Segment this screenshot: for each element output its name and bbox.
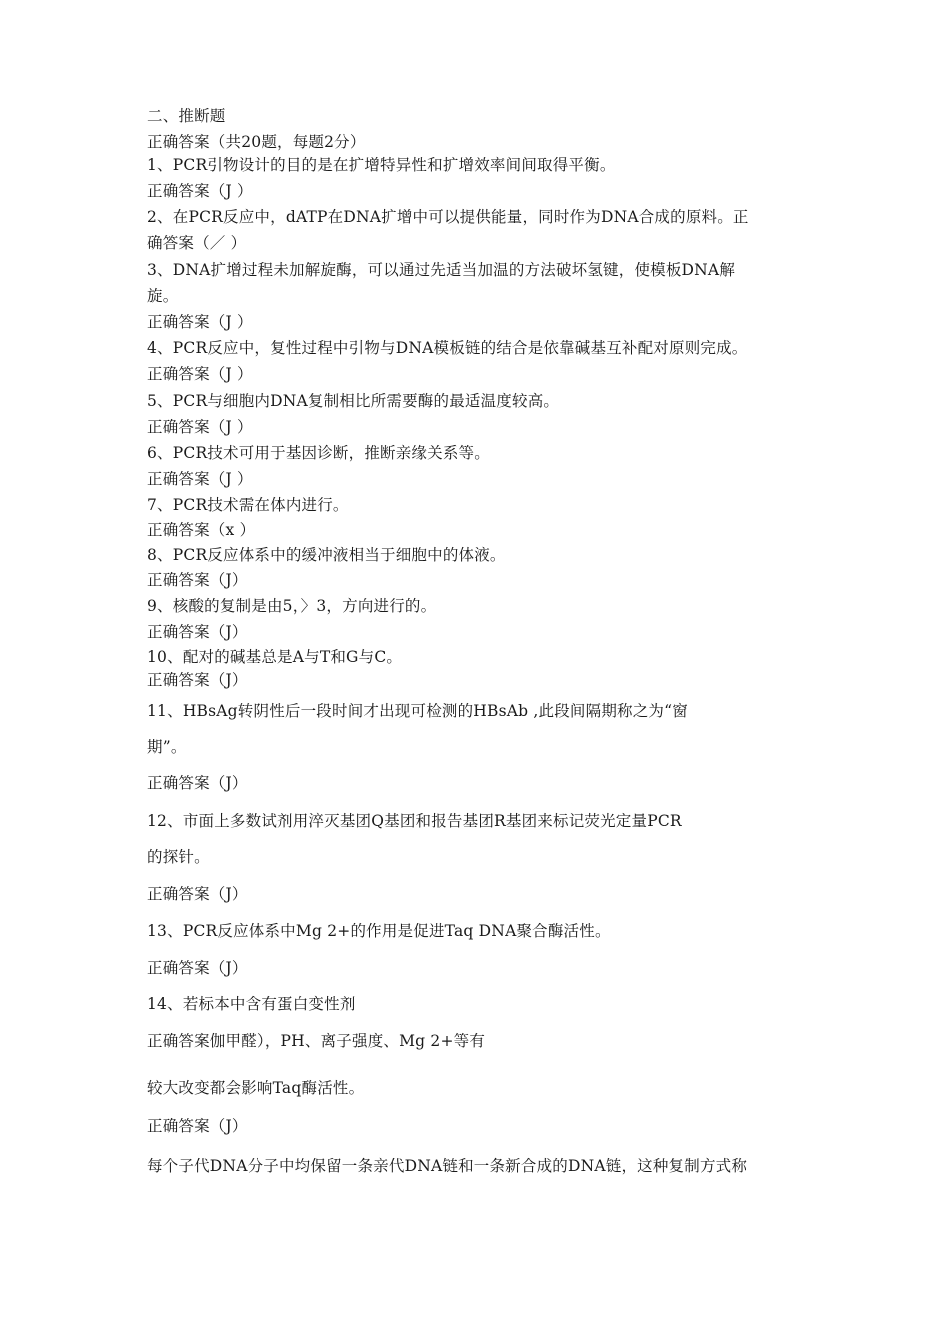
section-title: 二、推断题 [147, 107, 226, 125]
answer-7: 正确答案（x ） [147, 521, 256, 539]
question-14-cont: 正确答案伽甲醛），PH、离子强度、Mg 2+等有 [147, 1032, 486, 1050]
question-9: 9、核酸的复制是由5，〉3，方向进行的。 [147, 597, 437, 615]
question-14: 14、若标本中含有蛋白变性剂 [147, 995, 356, 1013]
answer-9: 正确答案（J） [147, 623, 248, 641]
answer-4: 正确答案（J ） [147, 365, 253, 383]
answer-3: 正确答案（J ） [147, 313, 253, 331]
answer-14: 正确答案（J） [147, 1117, 248, 1135]
question-2: 2、在PCR反应中，dATP在DNA扩增中可以提供能量，同时作为DNA合成的原料。正 [147, 208, 749, 226]
question-4: 4、PCR反应中，复性过程中引物与DNA模板链的结合是依靠碱基互补配对原则完成。 [147, 339, 748, 357]
answer-8: 正确答案（J） [147, 571, 248, 589]
question-7: 7、PCR技术需在体内进行。 [147, 496, 349, 514]
question-8: 8、PCR反应体系中的缓冲液相当于细胞中的体液。 [147, 546, 506, 564]
question-13: 13、PCR反应体系中Mg 2+的作用是促进Taq DNA聚合酶活性。 [147, 922, 611, 940]
answer-1: 正确答案（J ） [147, 182, 253, 200]
answer-12: 正确答案（J） [147, 885, 248, 903]
question-5: 5、PCR与细胞内DNA复制相比所需要酶的最适温度较高。 [147, 392, 560, 410]
question-1: 1、PCR引物设计的目的是在扩增特异性和扩增效率间间取得平衡。 [147, 156, 616, 174]
answer-5: 正确答案（J ） [147, 418, 253, 436]
question-3-cont: 旋。 [147, 287, 179, 305]
answer-10: 正确答案（J） [147, 671, 248, 689]
section-answer: 正确答案（共20题，每题2分） [147, 133, 366, 151]
question-15: 每个子代DNA分子中均保留一条亲代DNA链和一条新合成的DNA链，这种复制方式称 [147, 1157, 748, 1175]
question-12-cont: 的探针。 [147, 848, 210, 866]
question-11-cont: 期”。 [147, 738, 187, 756]
answer-6: 正确答案（J ） [147, 470, 253, 488]
answer-11: 正确答案（J） [147, 774, 248, 792]
question-10: 10、配对的碱基总是A与T和G与C。 [147, 648, 403, 666]
question-12: 12、市面上多数试剂用淬灭基团Q基团和报告基团R基团来标记荧光定量PCR [147, 812, 682, 830]
question-6: 6、PCR技术可用于基因诊断，推断亲缘关系等。 [147, 444, 490, 462]
question-14-cont2: 较大改变都会影响Taq酶活性。 [147, 1079, 365, 1097]
answer-13: 正确答案（J） [147, 959, 248, 977]
question-11: 11、HBsAg转阴性后一段时间才出现可检测的HBsAb ,此段间隔期称之为“窗 [147, 702, 688, 720]
question-2-cont: 确答案（／ ） [147, 234, 247, 252]
question-3: 3、DNA扩增过程未加解旋酶，可以通过先适当加温的方法破坏氢键，使模板DNA解 [147, 261, 736, 279]
